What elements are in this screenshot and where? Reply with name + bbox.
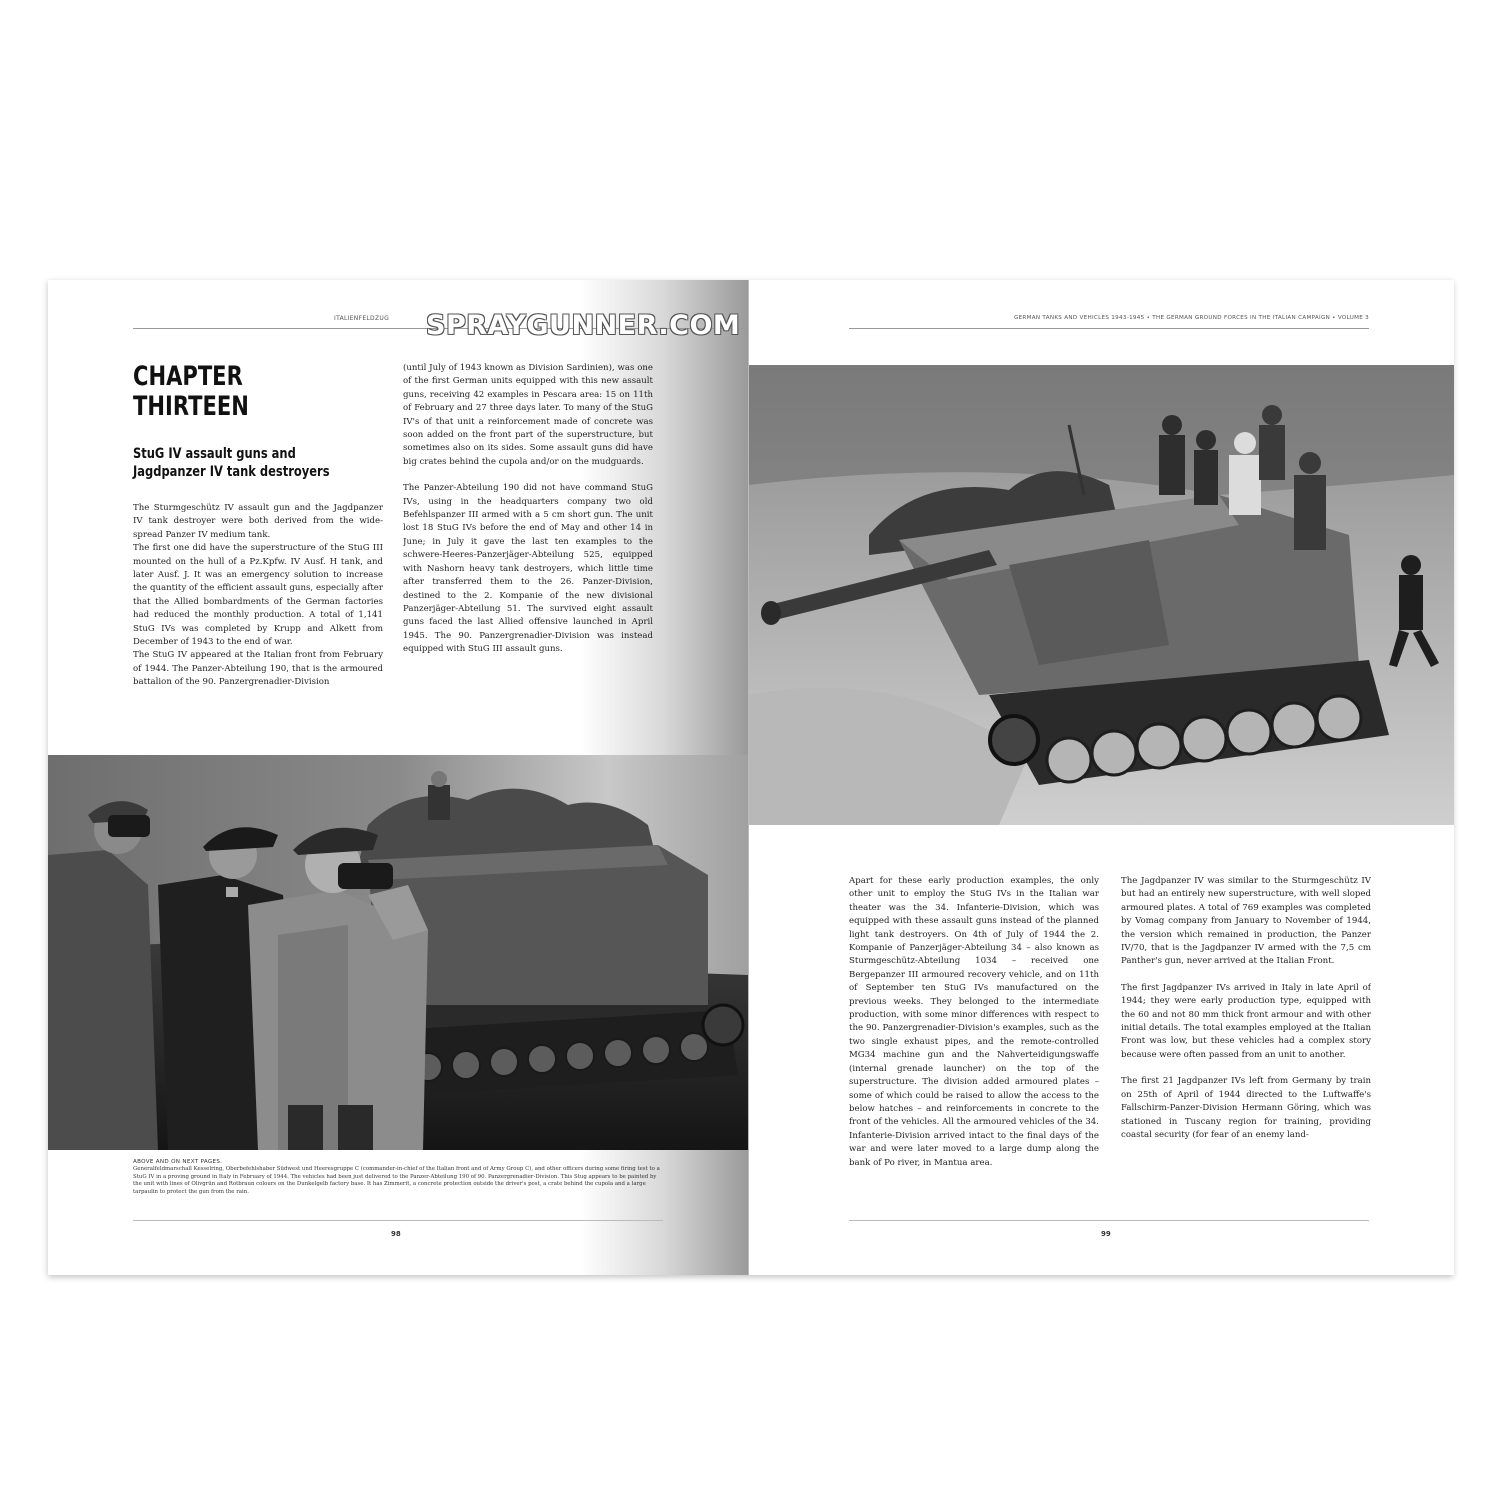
paragraph: The first one did have the superstructure of the StuG III mounted on the hull of a Pz.Kpfw. IV Ausf. H tank, and later Ausf. J. It was an emergency solution to increase the quantity of the efficient assault guns, especially after that the Allied bombardments of the German factories had reduced the monthly production. A total of 1,141 StuG IVs was completed by Krupp and Alkett from December of 1943 to the end of war. — [133, 543, 383, 648]
paragraph: The Panzer-Abteilung 190 did not have command StuG IVs, using in the headquarters company two old Befehlspanzer III armed with a 5 cm short gun. The unit lost 18 StuG IVs before the end of May and other 14 in June; in July it gave the last ten examples to the schwere-Heeres-Panzerjäger-Abteilung 525, equipped with Nashorn heavy tank destroyers, which little time after transferred them to the 26. Panzer-Division, destined to the 2. Kompanie of the new divisional Panzerjäger-Abteilung 51. The survived eight assault guns faced the last Allied offensive launched in April 1945. The 90. Panzergrenadier-Division was instead equipped with StuG III assault guns. — [403, 483, 653, 655]
left-page — [48, 280, 748, 1275]
right-page — [748, 280, 1454, 1275]
chapter-title-line-2: THIRTEEN — [133, 391, 249, 422]
right-text-column-2 — [1121, 875, 1371, 1210]
right-text-column-1 — [849, 875, 1099, 1210]
paragraph: The Sturmgeschütz IV assault gun and the Jagdpanzer IV tank destroyer were both derived from the wide-spread Panzer IV medium tank. — [133, 503, 383, 540]
right-footer-rule — [849, 1220, 1369, 1221]
chapter-subtitle — [133, 445, 330, 481]
watermark: SPRAYGUNNER.COM — [426, 310, 741, 341]
paragraph: The first Jagdpanzer IVs arrived in Italy in late April of 1944; they were early production type, equipped with the 60 and not 80 mm thick front armour and with other initial details. The total examples employed at the Italian Front was low, but these vehicles had a complex story because were often passed from an unit to another. — [1121, 982, 1371, 1060]
left-page-number: 98 — [391, 1230, 401, 1238]
left-footer-rule — [133, 1220, 663, 1221]
photo-officers-observing-stug — [48, 755, 748, 1150]
chapter-subtitle-line-2: Jagdpanzer IV tank destroyers — [133, 464, 330, 480]
right-running-header: GERMAN TANKS AND VEHICLES 1943-1945 • THE GERMAN GROUND FORCES IN THE ITALIAN CAMPAIGN • VOLUME 3 — [1013, 315, 1369, 321]
paragraph: (until July of 1943 known as Division Sardinien), was one of the first German units equipped with this new assault guns, receiving 42 examples in Pescara area: 15 on 11th of February and 27 three days later. To many of the StuG IV's of that unit a reinforcement made of concrete was soon added on the front part of the superstructure, but sometimes also on its sides. Some assault guns did have big crates behind the cupola and/or on the mudguards. — [403, 363, 653, 467]
caption-heading: ABOVE AND ON NEXT PAGES. — [133, 1159, 223, 1165]
paragraph: Apart for these early production examples, the only other unit to employ the StuG IVs in the Italian war theater was the 34. Infanterie-Division, which was equipped with these assault guns instead of the planned light tank destroyers. On 4th of July of 1944 the 2. Kompanie of Panzerjäger-Abteilung 34 – also known as Sturmgeschütz-Abteilung 1034 – received one Bergepanzer III armoured recovery vehicle, and on 11th of September ten StuG IVs manufactured on the previous weeks. They belonged to the intermediate production, with some minor differences with respect to the 90. Panzergrenadier-Division's examples, such as the two single exhaust pipes, and the remote-controlled MG34 machine gun and the Nahverteidigungswaffe (internal grenade launcher) on the top of the superstructure. The division added armoured plates – some of which could be raised to allow the access to the below hatches – and reinforcements in concrete to the front of the vehicles. All the armoured vehicles of the 34. Infanterie-Division arrived intact to the final days of the war and were later moved to a large dump along the bank of Po river, in Mantua area. — [849, 876, 1099, 1168]
photo-stug-iv-with-crew — [749, 365, 1454, 825]
left-text-column-1 — [133, 502, 383, 722]
right-page-number: 99 — [1101, 1230, 1111, 1238]
paragraph: The Jagdpanzer IV was similar to the Sturmgeschütz IV but had an entirely new superstructure, with well sloped armoured plates. A total of 769 examples was completed by Vomag company from January to November of 1944, the version which remained in production, the Panzer IV/70, that is the Jagdpanzer IV armed with the 7,5 cm Panther's gun, never arrived at the Italian Front. — [1121, 876, 1371, 967]
book-spread — [48, 280, 1453, 1275]
caption-text: Generalfeldmarschall Kesselring, Oberbefehlshaber Südwest und Heeresgruppe C (commander-in-chief of the Italian front and of Army Group C), and other officers during some firing test to a StuG IV in a proving ground in Italy in February of 1944. The vehicles had been just delivered to the Panzer-Abteilung 190 of 90. Panzergrenadier-Division. This Stug appears to be painted by the unit with lines of Olivgrün and Rotbraun colours on the Dunkelgelb factory base. It has Zimmerit, a concrete protection outside the driver's post, a crate behind the cupola and a large tarpaulin to protect the gun from the rain. — [133, 1166, 660, 1195]
paragraph: The first 21 Jagdpanzer IVs left from Germany by train on 25th of April of 1944 directed to the Luftwaffe's Fallschirm-Panzer-Division Hermann Göring, which was stationed in Tuscany region for training, providing coastal security (for fear of an enemy land- — [1121, 1076, 1371, 1140]
right-header-rule — [849, 328, 1369, 329]
left-running-header: ITALIENFELDZUG — [334, 315, 390, 322]
chapter-title-line-1: CHAPTER — [133, 361, 243, 392]
paragraph: The StuG IV appeared at the Italian front from February of 1944. The Panzer-Abteilung 190, that is the armoured battalion of the 90. Panzergrenadier-Division — [133, 650, 383, 688]
photo-caption — [133, 1159, 661, 1196]
chapter-title — [133, 362, 249, 422]
chapter-subtitle-line-1: StuG IV assault guns and — [133, 446, 296, 462]
left-text-column-2 — [403, 362, 653, 722]
